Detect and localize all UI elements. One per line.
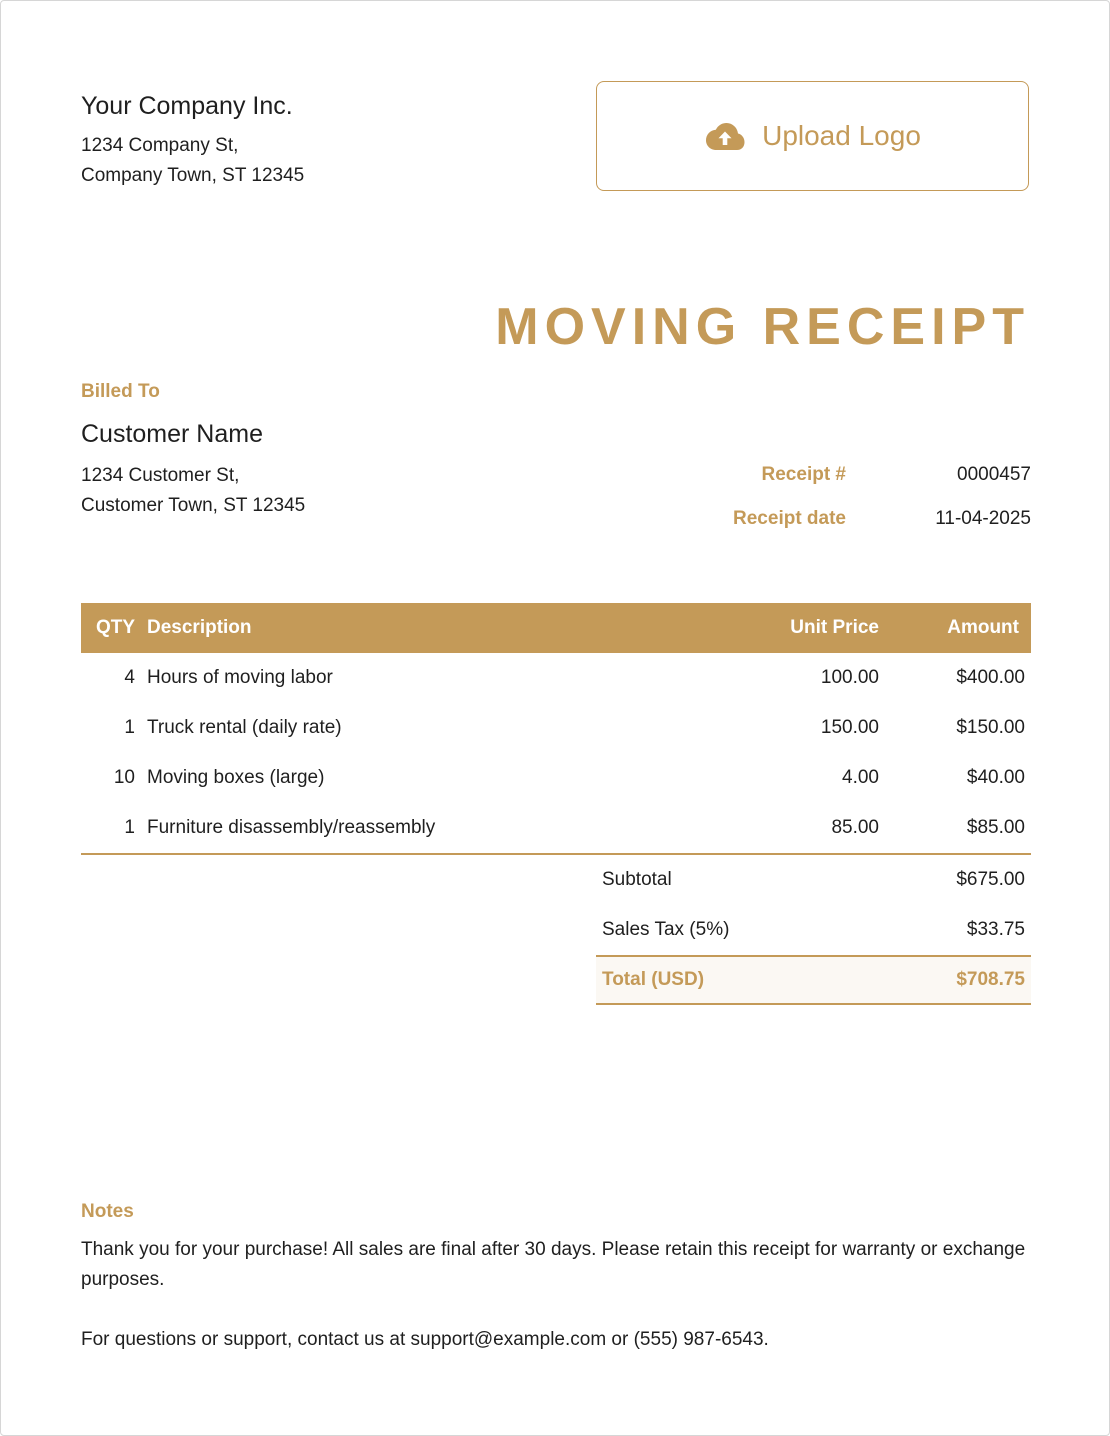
receipt-number: 0000457	[957, 464, 1031, 485]
notes-block	[81, 1201, 1031, 1355]
receipt-meta	[601, 453, 1031, 541]
row-description: Hours of moving labor	[147, 667, 333, 688]
table-row	[81, 653, 1031, 703]
row-amount: $40.00	[966, 767, 1025, 788]
total-row	[596, 956, 1031, 1004]
upload-logo-button[interactable]	[596, 81, 1029, 191]
billed-to-label: Billed To	[81, 381, 160, 402]
total-value: $708.75	[875, 956, 1031, 1004]
table-row	[81, 703, 1031, 753]
table-row	[81, 803, 1031, 854]
receipt-number-label: Receipt #	[761, 464, 846, 485]
row-amount: $150.00	[956, 717, 1025, 738]
row-qty: 1	[81, 803, 147, 854]
company-address-line2: Company Town, ST 12345	[81, 165, 305, 186]
company-block	[81, 89, 304, 191]
row-unit-price: 85.00	[731, 803, 891, 854]
receipt-date-row	[601, 497, 1031, 541]
upload-logo-label: Upload Logo	[762, 120, 921, 151]
row-qty: 10	[113, 767, 135, 788]
company-name: Your Company Inc.	[81, 92, 293, 120]
header-unit-price: Unit Price	[731, 603, 891, 653]
subtotal-row	[596, 855, 1031, 905]
receipt-number-row	[601, 453, 1031, 497]
tax-label: Sales Tax (5%)	[596, 905, 875, 956]
row-description: Moving boxes (large)	[147, 767, 325, 788]
table-row	[81, 753, 1031, 803]
row-unit-price: 100.00	[820, 667, 879, 688]
row-amount: $85.00	[891, 803, 1031, 854]
totals-table	[596, 855, 1031, 1005]
subtotal-label: Subtotal	[602, 869, 672, 890]
contact-text: For questions or support, contact us at support@example.com or (555) 987-6543.	[81, 1329, 769, 1350]
header-amount: Amount	[891, 603, 1031, 653]
header-qty: QTY	[81, 603, 147, 653]
row-unit-price: 150.00	[820, 717, 879, 738]
row-qty: 4	[124, 667, 135, 688]
notes-label: Notes	[81, 1201, 134, 1222]
row-description: Truck rental (daily rate)	[147, 717, 342, 738]
row-unit-price: 4.00	[842, 767, 879, 788]
receipt-date: 11-04-2025	[935, 508, 1031, 529]
document-title: MOVING RECEIPT	[495, 298, 1030, 356]
notes-text: Thank you for your purchase! All sales are final after 30 days. Please retain this receipt for warranty or exchange purposes.	[81, 1239, 1026, 1290]
company-address-line1: 1234 Company St,	[81, 135, 239, 156]
customer-address-line2: Customer Town, ST 12345	[81, 495, 306, 516]
customer-address-line1: 1234 Customer St,	[81, 465, 240, 486]
tax-value: $33.75	[875, 905, 1031, 956]
row-qty: 1	[124, 717, 135, 738]
subtotal-value: $675.00	[956, 869, 1025, 890]
row-amount: $400.00	[956, 667, 1025, 688]
customer-name: Customer Name	[81, 420, 263, 448]
line-items-table	[81, 603, 1031, 855]
receipt-date-label: Receipt date	[733, 508, 846, 529]
header-description: Description	[147, 603, 731, 653]
cloud-upload-icon	[704, 121, 746, 151]
billed-to-block	[81, 381, 305, 521]
tax-row	[596, 905, 1031, 956]
table-header-row	[81, 603, 1031, 653]
row-description: Furniture disassembly/reassembly	[147, 803, 731, 854]
total-label: Total (USD)	[596, 956, 875, 1004]
